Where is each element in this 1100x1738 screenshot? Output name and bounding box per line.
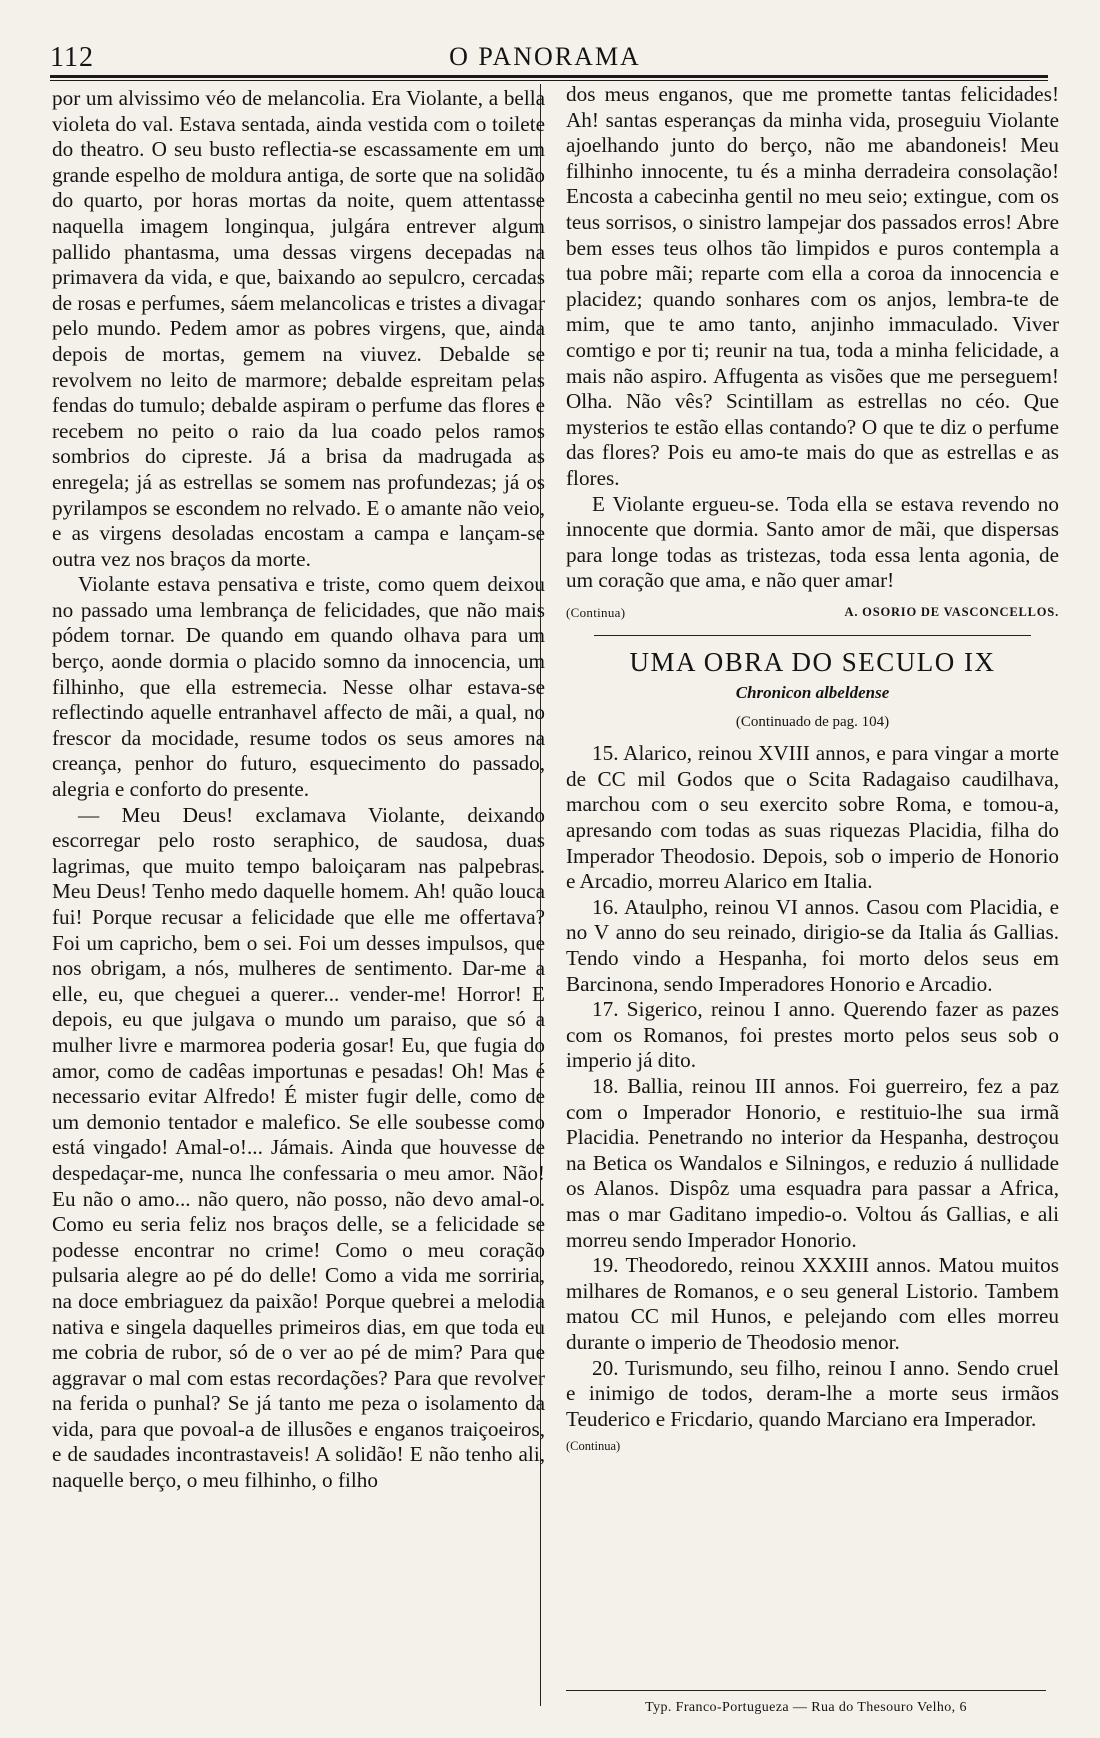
imprint-footer: Typ. Franco-Portugueza — Rua do Thesouro Velho, 6: [645, 1700, 967, 1715]
continua-note: (Continua): [566, 604, 626, 620]
continua-note: (Continua): [566, 1439, 621, 1454]
paragraph: dos meus enganos, que me promette tantas felicidades! Ah! santas esperanças da minha vida, proseguiu Violante ajoelhando junto do berço, não me abandoneis! Meu filhinho innocente, tu és a minha derradeira consolação! Encosta a cabecinha gentil no meu seio; extingue, com os teus sorrisos, o sinistro lampejar dos passados erros! Abre bem esses teus olhos tão limpidos e puros contempla a tua pobre mãi; reparte com ella a coroa da innocencia e placidez; quando sonhares com os anjos, lembra-te de mim, que te amo tanto, anjinho immaculado. Viver comtigo e por ti; reunir na tua, toda a minha felicidade, a mais não aspiro. Affugenta as visões que me perseguem! Olha. Não vês? Scintillam as estrellas no céo. Que mysterios te estão ellas contando? O que te diz o perfume das flores? Pois eu amo-te mais do que as estrellas e as flores.: [566, 82, 1059, 490]
paragraph: — Meu Deus! exclamava Violante, deixando escorregar pelo rosto seraphico, de saudosa, duas lagrimas, que muito tempo baloiçaram nas palpebras. Meu Deus! Tenho medo daquelle homem. Ah! quão louca fui! Porque recusar a felicidade que elle me offertava? Foi um capricho, bem o sei. Foi um desses impulsos, que nos obrigam, a nós, mulheres de sentimento. Dar-me a elle, eu, que cheguei a querer... vender-me! Horror! E depois, eu que julgava o mundo um paraiso, que só a mulher livre e marmorea poderia gosar! Eu, que fugia do amor, como de cadêas importunas e pesadas! Oh! Mas é necessario evitar Alfredo! É mister fugir delle, como de um demonio tentador e malefico. Se elle soubesse como está vingado! Amal-o!... Jámais. Ainda que houvesse de despedaçar-me, nunca lhe confessaria o meu amor. Não! Eu não o amo... não quero, não posso, não devo amal-o. Como eu seria feliz nos braços delle, se a felicidade se podesse encontrar no crime! Como o meu coração pulsaria alegre ao pé do delle! Como a vida me sorriria, na doce embriaguez da paixão! Porque quebrei a melodia nativa e singela daquelles primeiros dias, em que toda eu me cobria de rubor, só de o ver ao pé de mim? Para que aggravar o mal com estas recordações? Para que revolver na ferida o punhal? Se já tanto me peza o isolamento da vida, para que povoal-a de illusões e enganos traiçoeiros, e de saudades incontrastaveis! A solidão! E não tenho ali, naquelle berço, o meu filhinho, o filho: [52, 802, 545, 1493]
page-header: [50, 38, 1040, 72]
entry-paragraph: 15. Alarico, reinou XVIII annos, e para vingar a morte de CC mil Godos que o Scita Radagaiso caudilhava, marchou com o seu exercito sobre Roma, e tomou-a, apresando com todas as suas riquezas Placidia, filha do Imperador Theodosio. Depois, sob o imperio de Honorio e Arcadio, morreu Alarico em Italia.: [566, 741, 1059, 894]
header-rule: [50, 75, 1048, 78]
paragraph: E Violante ergueu-se. Toda ella se estava revendo no innocente que dormia. Santo amor de mãi, que dispersas para longe todas as tristezas, toda essa lenta agonia, de um coração que ama, e não quer amar!: [566, 491, 1059, 593]
masthead-title: O PANORAMA: [449, 42, 641, 71]
article-signature: [566, 600, 1059, 626]
entry-paragraph: 16. Ataulpho, reinou VI annos. Casou com Placidia, e no V anno do seu reinado, dirigio-se da Italia ás Gallias. Tendo vindo a Hespanha, foi morto delos seus em Barcinona, sendo Imperadores Honorio e Arcadio.: [566, 894, 1059, 996]
section-separator: [594, 635, 1031, 636]
paragraph: por um alvissimo véo de melancolia. Era Violante, a bella violeta do val. Estava sentada, ainda vestida com o toilete do theatro. O seu busto reflectia-se escassamente em um grande espelho de moldura antiga, de sorte que na solidão do quarto, por horas mortas da noite, quem attentasse naquella imagem longinqua, julgára entrever algum pallido phantasma, uma dessas virgens decepadas na primavera da vida, e que, baixando ao sepulcro, cercadas de rosas e perfumes, sáem melancolicas e tristes a divagar pelo mundo. Pedem amor as pobres virgens, que, ainda depois de mortas, gemem na viuvez. Debalde se revolvem no leito de marmore; debalde espreitam pelas fendas do tumulo; debalde aspiram o perfume das flores e recebem no peito o raio da lua coado pelos ramos sombrios do cipreste. Já a brisa da madrugada as enregela; já as estrellas se somem nas profundezas; já os pyrilampos se escondem no relvado. E o amante não veio, e as virgens desoladas encostam a campa e lançam-se outra vez nos braços da morte.: [52, 86, 545, 571]
entry-paragraph: 18. Ballia, reinou III annos. Foi guerreiro, fez a paz com o Imperador Honorio, e restituio-lhe sua irmã Placidia. Penetrando no interior da Hespanha, destroçou na Betica os Wandalos e Silningos, e reduzio á nullidade os Alanos. Dispôz uma esquadra para passar a Africa, mas o mar Gaditano impedio-o. Voltou ás Gallias, e ali morreu sendo Imperador Honorio.: [566, 1073, 1059, 1252]
section-subtitle: Chronicon albeldense: [735, 683, 890, 703]
paragraph: Violante estava pensativa e triste, como quem deixou no passado uma lembrança de felicidades, que não mais pódem tornar. De quando em quando olhava para um berço, aonde dormia o placido somno da innocencia, um filhinho, que ella estremecia. Nesse olhar estava-se reflectindo aquelle entranhavel affecto de mãi, a qual, no frescor da mocidade, resume todos os seus amores na creança, penhor do futuro, esquecimento do passado, alegria e conforto do presente.: [52, 572, 545, 802]
entry-paragraph: 20. Turismundo, seu filho, reinou I anno. Sendo cruel e inimigo de todos, deram-lhe a morte seus irmãos Teuderico e Fricdario, quando Marciano era Imperador.: [566, 1355, 1059, 1431]
section-title: UMA OBRA DO SECULO IX: [629, 647, 996, 678]
footer-rule: [566, 1690, 1046, 1691]
left-column: [52, 86, 545, 1711]
page-number: 112: [50, 42, 94, 73]
right-column: [566, 82, 1059, 1707]
section-note: (Continuado de pag. 104): [735, 713, 890, 730]
header-rule-thin: [50, 80, 1048, 81]
entry-paragraph: 19. Theodoredo, reinou XXXIII annos. Matou muitos milhares de Romanos, e o seu general Listorio. Tambem matou CC mil Hunos, e pelejando com elles morreu durante o imperio de Theodosio menor.: [566, 1253, 1059, 1354]
entry-paragraph: 17. Sigerico, reinou I anno. Querendo fazer as pazes com os Romanos, foi prestes morto pelos seus sob o imperio já dito.: [566, 997, 1059, 1073]
author-name: A. OSORIO DE VASCONCELLOS.: [844, 604, 1059, 619]
